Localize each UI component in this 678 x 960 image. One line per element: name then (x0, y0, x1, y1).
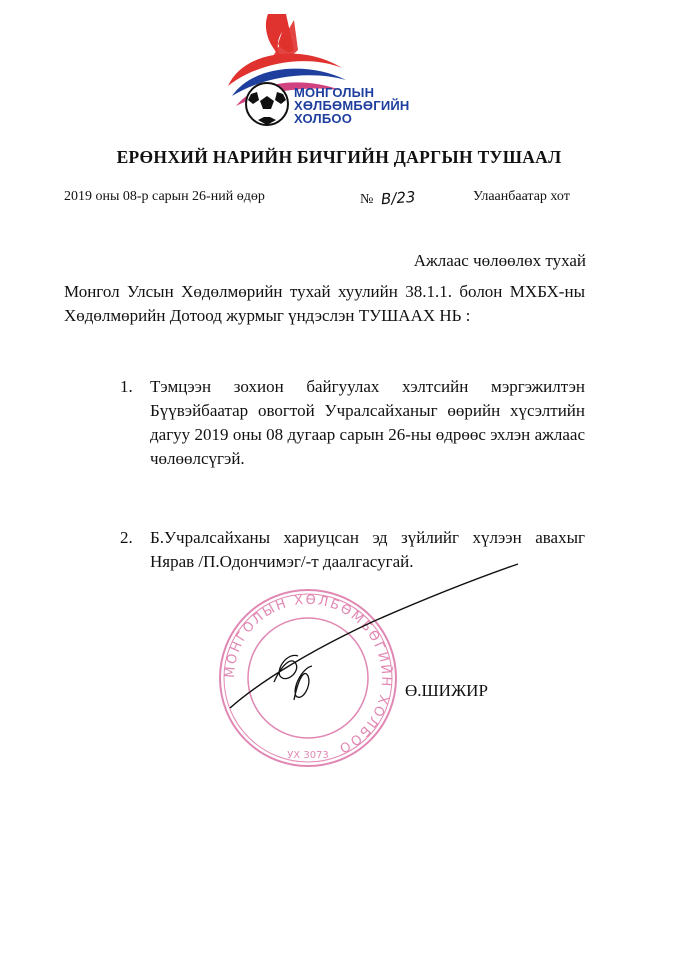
list-item (120, 375, 585, 471)
number-value: B/23 (380, 187, 416, 209)
order-date: 2019 оны 08-р сарын 26-ний өдөр (64, 189, 265, 204)
list-item-text: Тэмцээн зохион байгуулах хэлтсийн мэргэжилтэн Бүүвэйбаатар овогтой Учралсайханыг өөрийн хүсэлтийн дагуу 2019 оны 08 дугаар сарын 26-ны өдрөөс эхлэн ажлаас чөлөөлсүгэй. (150, 377, 585, 468)
number-label: № (360, 192, 374, 207)
logo-text-line2: ХӨЛБӨМБӨГИЙН (294, 98, 410, 113)
list-item-number: 1. (120, 377, 133, 396)
signature-scribble-icon (222, 560, 522, 730)
list-item-text: Б.Учралсайханы хариуцсан эд зүйлийг хүлээн авахыг Нярав /П.Одончимэг/-т даалгасугай. (150, 528, 585, 571)
document-title: ЕРӨНХИЙ НАРИЙН БИЧГИЙН ДАРГЫН ТУШААЛ (116, 147, 562, 167)
list-item-number: 2. (120, 528, 133, 547)
stamp-code: УХ 3073 (287, 750, 329, 761)
stamp-ring-text: МОНГОЛЫН ХӨЛБӨМБӨГИЙН ХОЛБОО (222, 592, 394, 757)
order-subject: Ажлаас чөлөөлөх тухай (413, 251, 586, 270)
logo-text-line1: МОНГОЛЫН (294, 85, 375, 100)
signature (222, 560, 522, 730)
federation-logo (224, 14, 424, 136)
signer-name: Ө.ШИЖИР (405, 681, 488, 700)
logo-text-line3: ХОЛБОО (294, 111, 353, 126)
intro-paragraph: Монгол Улсын Хөдөлмөрийн тухай хуулийн 38.1.1. болон МХБХ-ны Хөдөлмөрийн Дотоод журмыг үндэслэн ТУШААХ НЬ : (64, 282, 585, 325)
order-number (360, 189, 415, 208)
city: Улаанбаатар хот (473, 189, 570, 204)
